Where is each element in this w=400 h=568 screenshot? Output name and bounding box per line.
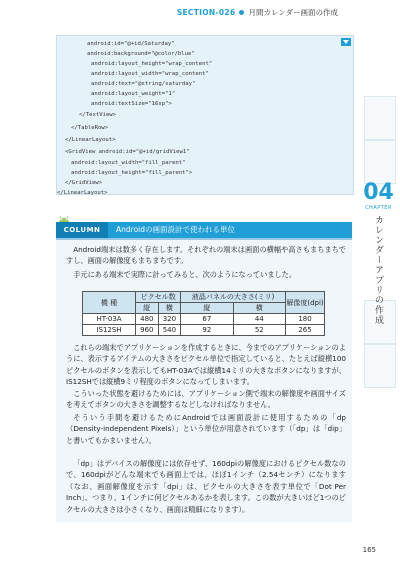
collapse-toggle-icon[interactable] xyxy=(341,38,351,46)
cell-mm-h: 44 xyxy=(233,314,285,325)
chapter-word: CHAPTER xyxy=(365,205,392,211)
chapter-tab-ghost xyxy=(364,344,396,388)
subheader-vertical: 縦 xyxy=(181,303,233,314)
header-panel: 液晶パネルの大きさ(ミリ) xyxy=(181,292,286,303)
code-line: android:background="@color/blue" xyxy=(87,51,195,57)
cell-pixels-v: 960 xyxy=(136,325,159,336)
table-row xyxy=(83,314,325,325)
code-line: </GridView> xyxy=(65,180,103,186)
section-label: SECTION-026 xyxy=(176,7,236,17)
device-table xyxy=(82,291,325,336)
cell-model: IS12SH xyxy=(83,325,136,336)
cell-mm-v: 92 xyxy=(181,325,233,336)
column-badge: COLUMN xyxy=(56,222,108,238)
header-resolution: 解像度(dpi) xyxy=(286,292,325,314)
chapter-marker xyxy=(357,182,400,325)
header-model: 機 種 xyxy=(83,292,136,314)
page-number: 165 xyxy=(362,546,376,554)
cell-pixels-h: 320 xyxy=(158,314,181,325)
code-line: </LinearLayout> xyxy=(65,137,116,143)
chapter-tab-ghost xyxy=(364,96,396,140)
chapter-tab-ghost xyxy=(364,140,396,184)
table-row xyxy=(83,325,325,336)
cell-mm-h: 52 xyxy=(233,325,285,336)
code-line: android:layout_width="fill_parent" xyxy=(71,160,186,166)
code-line: android:textSize="16sp"> xyxy=(91,101,172,107)
code-line: android:layout_height="fill_parent"> xyxy=(71,170,193,176)
cell-pixels-h: 540 xyxy=(158,325,181,336)
chapter-number: 04 xyxy=(363,180,394,205)
cell-mm-v: 67 xyxy=(181,314,233,325)
code-line: </TableRow> xyxy=(71,125,109,131)
paragraph-pixel-problem: これらの端末でアプリケーションを作成するときに、今までのアプリケーションのように、表示するアイテムの大きさをピクセル単位で指定していると、たとえば縦横100ピクセルのボタンを表示してもHT-03Aでは縦横14ミリの大きなボタンになりますが、IS12SHでは縦横9ミリ程度のボタンになってしまいます。 xyxy=(66,343,346,387)
code-line: android:layout_weight="1" xyxy=(91,91,176,97)
paragraph-measure: 手元にある端末で実際に計ってみると、次のようになっていました。 xyxy=(73,270,297,279)
subheader-horizontal: 横 xyxy=(233,303,285,314)
table-header-row xyxy=(83,292,325,303)
code-line: </TextView> xyxy=(79,112,117,118)
code-line: <GridView android:id="@+id/gridView1" xyxy=(65,149,190,155)
running-header xyxy=(177,4,338,20)
header-pixels: ピクセル数 xyxy=(136,292,181,303)
header-title: 月間カレンダー画面の作成 xyxy=(248,7,338,17)
subheader-horizontal: 横 xyxy=(158,303,181,314)
code-listing xyxy=(56,35,354,195)
cell-dpi: 180 xyxy=(286,314,325,325)
code-line: </LinearLayout> xyxy=(57,190,108,196)
subheader-vertical: 縦 xyxy=(136,303,159,314)
paragraph-intro: Android端末は数多く存在します。それぞれの端末は画面の横幅や高さもまちまちですし、画面の解像度もまちまちです。 xyxy=(66,245,346,266)
paragraph-dp-unit: そういう手間を避けるためにAndroidでは画面設計に使用するための「dp（Density-independent Pixels）」という単位が用意されています（「dp」は「dip」と書いてもかまいません）。 xyxy=(66,413,346,445)
code-line: android:id="@+id/Saturday" xyxy=(87,41,175,47)
column-header xyxy=(56,222,352,240)
code-line: android:text="@string/saturday" xyxy=(91,81,196,87)
cell-dpi: 265 xyxy=(286,325,325,336)
paragraph-adjust: こういった状態を避けるためには、アプリケーション側で端末の解像度や画面サイズを考えてボタンの大きさを調整するなどしなければなりません。 xyxy=(66,389,346,410)
code-line: android:layout_height="wrap_content" xyxy=(91,61,213,67)
column-title: Androidの画面設計で使われる単位 xyxy=(116,225,235,234)
paragraph-dp-detail: 「dp」はデバイスの解像度には依存せず、160dpiの解像度におけるピクセル数なので、160dpiがどんな端末でも画面上では、ほぼ1インチ（2.54センチ）になります（なお、画面解像度を示す「dpi」は、ピクセルの大きさを表す単位で「Dot Per Inch」、つまり、1インチに何ピクセルあるかを表します。この数が大きいほど1つのピクセルの大きさは小さくなり、画面は精細になります）。 xyxy=(66,459,346,514)
bullet-icon xyxy=(239,10,244,15)
chapter-title: カレンダーアプリの作成 xyxy=(373,215,383,325)
cell-pixels-v: 480 xyxy=(136,314,159,325)
cell-model: HT-03A xyxy=(83,314,136,325)
code-line: android:layout_width="wrap_content" xyxy=(91,71,209,77)
